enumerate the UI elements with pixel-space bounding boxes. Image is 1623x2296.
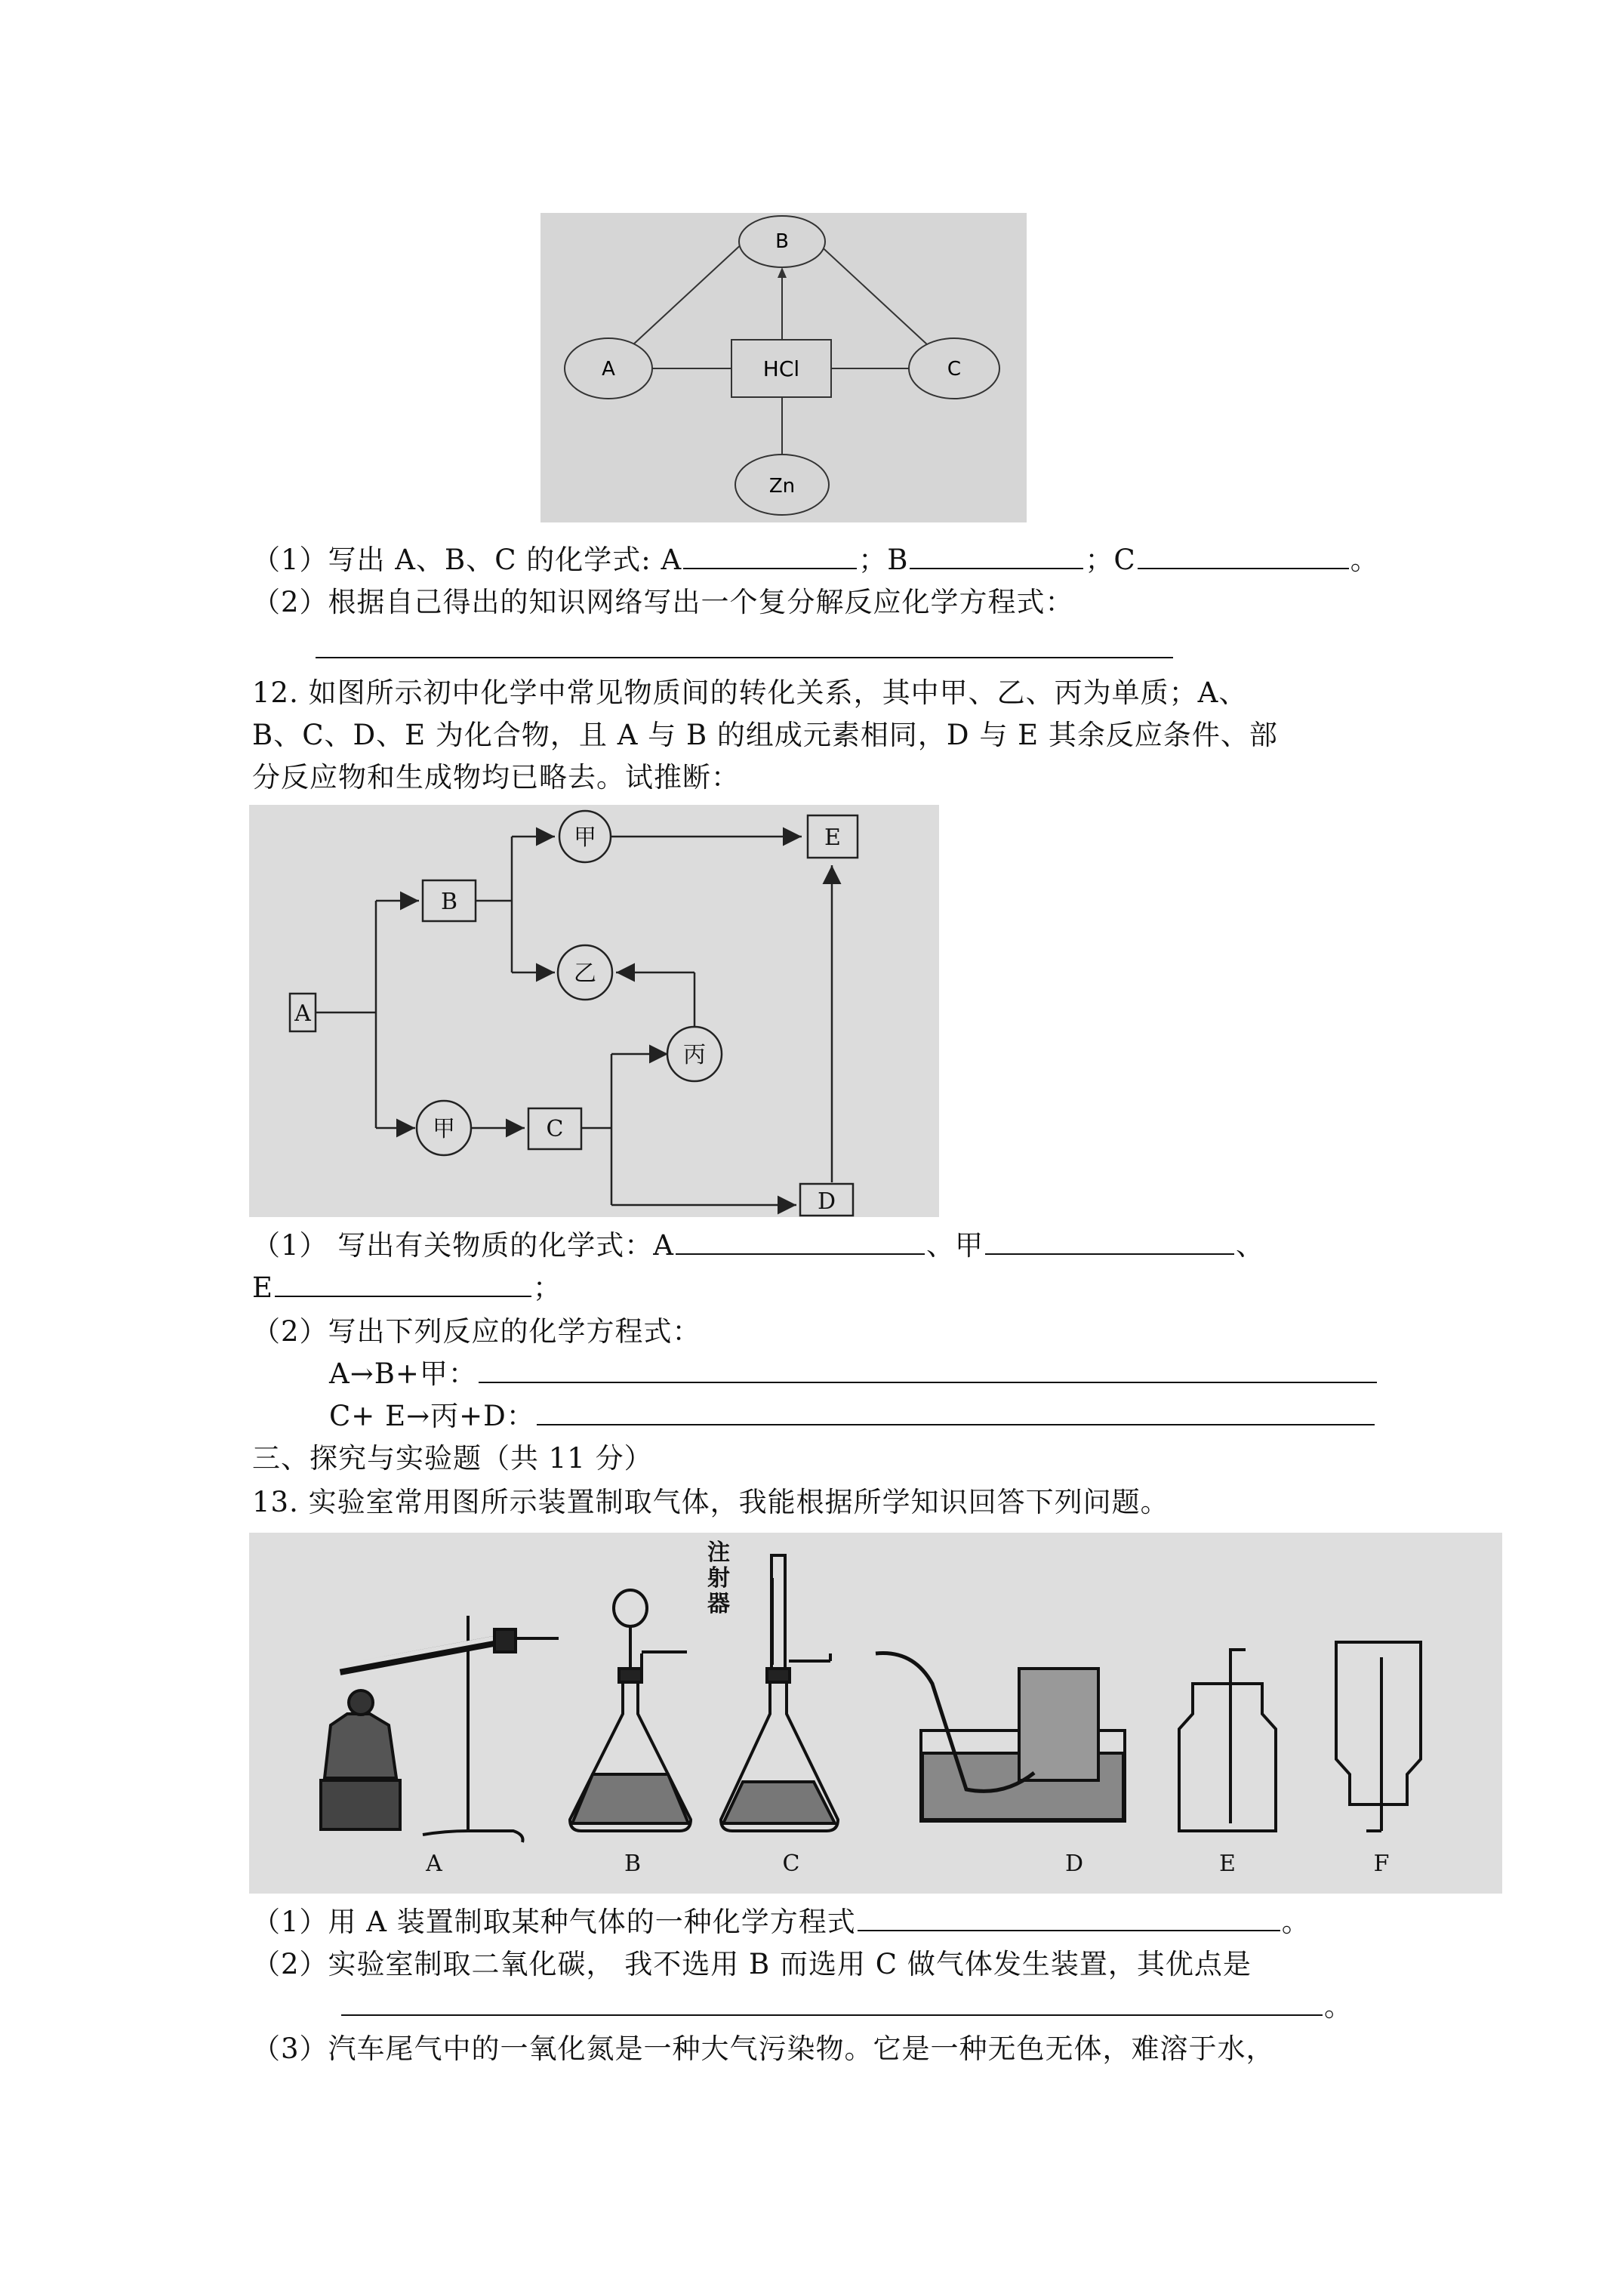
q12-part2: （2）写出下列反应的化学方程式： xyxy=(252,1315,701,1348)
q12-eq2-label: C+ E→丙+D： xyxy=(329,1400,535,1432)
q12-sep-end: 、 xyxy=(1236,1229,1265,1262)
answer-blank-eq2[interactable] xyxy=(537,1398,1375,1425)
hcl-network-diagram xyxy=(540,213,1027,522)
label-d: D xyxy=(1064,1851,1084,1877)
q12-part1 xyxy=(252,1228,1264,1264)
node-c-label: C xyxy=(546,1116,564,1142)
node-a-label: A xyxy=(602,358,615,381)
q11-part1-text: （1）写出 A、B、C 的化学式: A xyxy=(252,544,682,576)
hcl-network-svg xyxy=(540,213,1027,522)
q11-sep-c: ；C xyxy=(1085,544,1136,576)
label-a: A xyxy=(426,1851,442,1877)
q12-eq1-label: A→B+甲： xyxy=(329,1358,477,1390)
syringe-label-2: 射 xyxy=(707,1565,730,1592)
q11-part1 xyxy=(252,542,1379,578)
q12-e-label: E xyxy=(252,1271,274,1304)
q11-sep-b: ；B xyxy=(858,544,909,576)
apparatus-svg xyxy=(249,1533,1502,1894)
node-e-label: E xyxy=(824,824,841,851)
node-bing-label: 丙 xyxy=(683,1042,706,1068)
q12-sep-jia: 、甲 xyxy=(926,1229,984,1262)
q13-part1-text: （1）用 A 装置制取某种气体的一种化学方程式 xyxy=(252,1906,856,1938)
apparatus-diagram xyxy=(249,1533,1502,1894)
q13-line1: 13. 实验室常用图所示装置制取气体，我能根据所学知识回答下列问题。 xyxy=(252,1486,1169,1518)
q12-eq2 xyxy=(329,1398,1376,1435)
q13-part2-end: 。 xyxy=(1324,1990,1353,2023)
q12-line1: 12. 如图所示初中化学中常见物质间的转化关系，其中甲、乙、丙为单质；A、 xyxy=(252,676,1248,709)
node-jia-bottom-label: 甲 xyxy=(433,1116,455,1142)
apparatus-f xyxy=(1336,1642,1421,1831)
label-e: E xyxy=(1219,1851,1236,1877)
q12-e-end: ； xyxy=(533,1271,562,1304)
answer-blank-eq1[interactable] xyxy=(479,1356,1377,1383)
node-yi-label: 乙 xyxy=(574,960,596,987)
section-3-title: 三、探究与实验题（共 11 分） xyxy=(252,1442,653,1475)
answer-blank-advantage[interactable] xyxy=(341,1989,1323,2016)
conversion-svg xyxy=(249,805,939,1217)
label-b: B xyxy=(624,1851,642,1877)
answer-blank-jia[interactable] xyxy=(985,1228,1234,1255)
scan-background xyxy=(249,805,939,1217)
node-b-label: B xyxy=(775,230,789,253)
syringe-label-1: 注 xyxy=(707,1539,730,1566)
q13-part2: （2）实验室制取二氧化碳， 我不选用 B 而选用 C 做气体发生装置，其优点是 xyxy=(252,1948,1252,1980)
answer-blank-a[interactable] xyxy=(676,1228,925,1255)
answer-blank-c[interactable] xyxy=(1138,542,1349,569)
label-f: F xyxy=(1373,1851,1390,1877)
q13-part3: （3）汽车尾气中的一氧化氮是一种大气污染物。它是一种无色无体，难溶于水， xyxy=(252,2032,1275,2065)
node-c-label: C xyxy=(947,358,962,381)
q11-end: 。 xyxy=(1350,544,1379,576)
q12-line2: B、C、D、E 为化合物，且 A 与 B 的组成元素相同，D 与 E 其余反应条件、部 xyxy=(252,719,1278,751)
q13-part1-end: 。 xyxy=(1281,1906,1310,1938)
syringe-label-3: 器 xyxy=(707,1591,730,1617)
node-d-label: D xyxy=(817,1188,836,1215)
answer-blank-e[interactable] xyxy=(275,1270,531,1297)
node-a-label: A xyxy=(294,1000,311,1027)
q13-part2-answer xyxy=(340,1989,1353,2025)
label-c: C xyxy=(782,1851,800,1877)
q12-part1-e xyxy=(252,1270,562,1306)
node-zn-label: Zn xyxy=(768,475,796,498)
q12-line3: 分反应物和生成物均已略去。试推断： xyxy=(252,761,740,794)
q11-part2: （2）根据自己得出的知识网络写出一个复分解反应化学方程式： xyxy=(252,586,1074,618)
node-b-label: B xyxy=(440,889,458,915)
conversion-diagram xyxy=(249,805,939,1217)
node-hcl-label: HCl xyxy=(762,356,800,381)
q13-part1 xyxy=(252,1904,1310,1940)
answer-blank-a[interactable] xyxy=(683,542,857,569)
q12-part1-text: （1） 写出有关物质的化学式：A xyxy=(252,1229,675,1262)
answer-blank-equation[interactable] xyxy=(316,631,1173,658)
scan-background xyxy=(249,1533,1502,1894)
node-jia-top-label: 甲 xyxy=(574,824,596,851)
q12-eq1 xyxy=(329,1356,1378,1392)
answer-blank-equation[interactable] xyxy=(858,1904,1280,1931)
answer-blank-b[interactable] xyxy=(910,542,1083,569)
